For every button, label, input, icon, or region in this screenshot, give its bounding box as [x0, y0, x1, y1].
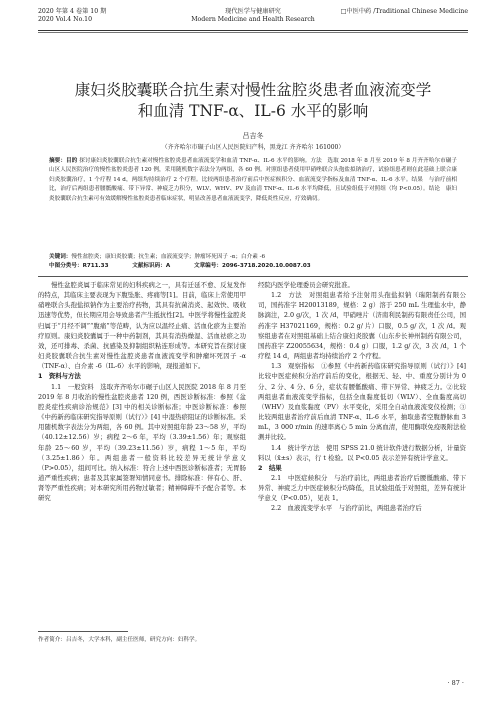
journal-name-cn: 现代医学与健康研究 [225, 8, 281, 15]
body-paragraph: 经院内医学伦理委员会研究批准。 [258, 281, 354, 289]
section-heading: 2 结果 [258, 463, 282, 472]
left-column [38, 280, 246, 503]
keywords [49, 253, 457, 262]
meta-rule [38, 276, 468, 277]
title-line-2: 和血清 TNF-α、IL-6 水平的影响 [137, 102, 369, 120]
clc-value: R711.33 [82, 263, 109, 269]
article-number [194, 262, 311, 271]
body-paragraph: 1.1 一般资料 选取齐齐哈尔市碾子山区人民医院 2018 年 8 月至 2019 年 8 月收治的慢性盆腔炎患者 120 例，西医诊断标准：参照《盆腔炎症性疾病诊治规范》[3] 中的相关诊断标准；中医诊断标准：参照《中药新药临床研究指导原则（试行）》[4] 中湿热瘀阻证的诊断标准。采用随机数字表法分为两组，各 60 例。其中对照组年龄 23～58 岁，平均（40.12±12.56）岁；病程 2～6 年，平均（3.39±1.56）年；观察组年龄 25～60 岁，平均（39.23±11.56）岁，病程 1～5 年，平均（3.25±1.86）年。两组患者一般资料比较差异无统计学意义（P>0.05），组间可比。纳入标准：符合上述中西医诊断标准者；无胃肠道严重性疾病；患者及其家属签署知情同意书。排除标准：伴有心、肝、肾等严重性疾病；对本研究所用药物过敏者；精神障碍不予配合者等。本研究 [38, 382, 246, 503]
art-label: 文章编号： [193, 263, 222, 269]
right-column [258, 280, 466, 514]
section-heading: 1 资料与方法 [38, 372, 81, 381]
header-rule-thin [38, 32, 468, 33]
issue-en: 2020 Vol.4 No.10 [38, 16, 93, 23]
affiliation: （齐齐哈尔市碾子山区人民医院妇产科，黑龙江 齐齐哈尔 161000） [161, 144, 345, 151]
page-number: · 87 · [447, 679, 464, 687]
body-paragraph: 1.4 统计学方法 使用 SPSS 21.0 统计软件进行数据分析，计量资料以（x̄±s）表示，行 t 检验。以 P<0.05 表示差异有统计学意义。 [258, 443, 466, 462]
body-paragraph: 1.3 观察指标 ①参照《中药新药临床研究指导原则（试行）》[4] 比较中医症候积分治疗前后的变化，根据无、轻、中、重度分别计为 0 分、2 分、4 分、6 分，症状有腰骶酸痛、带下异常、神疲乏力。②比较两组患者血液流变学指标，包括全血黏度低切（WLV）、全血黏度高切（WHV）及血浆黏度（PV）水平变化，采用全自动血液流变仪检测；③比较两组患者治疗前后血清 TNF-α、IL-6 水平，抽取患者空腹静脉血 3 mL，3 000 r/min 的速率离心 5 min 分离血清，使用酶联免疫吸附法检测并比较。 [258, 362, 466, 442]
header-rule [38, 30, 468, 31]
abstract-text: 探讨康妇炎胶囊联合抗生素对慢性盆腔炎患者血液流变学和血清 TNF-α、IL-6 水平的影响。方法 选取 2018 年 8 月至 2019 年 8 月齐齐哈尔市碾子山区人民医院治疗的慢性盆腔炎患者 120 例，采用随机数字表法分为两组，各 60 例。对照组患者使用甲硝唑联合头孢盐拟钠治疗，试验组患者则在此基础上联合康妇炎胶囊治疗，1 个疗程 14 d，两组均持续治疗 2 个疗程。比较两组患者治疗前后中医症候积分、血液流变学指标及血清 TNF-α、IL-6 水平。结果 与治疗前相比，治疗后两组患者腰骶酸痛、带下异常、神疲乏力积分，WLV、WHV、PV 及血清 TNF-α、IL-6 水平均降低，且试验组低于对照组（均 P<0.05）。结论 康妇炎胶囊联合抗生素可有效缓解慢性盆腔炎患者临床症状，明显改善患者血液流变学，降低炎性反应，疗效确切。 [49, 158, 458, 202]
journal-name-en: Modern Medicine and Health Research [191, 16, 315, 23]
keywords-text: 慢性盆腔炎；康妇炎胶囊；抗生素；血液流变学；肿瘤坏死因子 -α；白介素 -6 [71, 254, 266, 260]
issue-cn: 2020 年第 4 卷第 10 期 [38, 8, 107, 15]
author: 吕吉冬 [242, 132, 264, 140]
body-paragraph: 2.2 血液流变学水平 与治疗前比，两组患者治疗后 [271, 504, 422, 513]
body-paragraph: 1.2 方法 对照组患者给予注射用头孢盐拟钠（瑞阳制药有限公司，国药准字 H20013189，规格：2 g）溶于 250 mL 生理盐水中，静脉滴注，2.0 g/次，1 次 /d，甲硝唑片（济南利民制药有限责任公司，国药准字 H37021169，规格：0.2 g/ 片）口服，0.5 g/ 次，1 次 /d。观察组患者在对照组基础上结合康妇炎胶囊（山东步长神州制药有限公司，国药准字 Z20055634，规格：0.4 g）口服，1.2 g/ 次，3 次 /d，1 个疗程 14 d，两组患者均持续治疗 2 个疗程。 [258, 291, 466, 361]
art-value: 2096-3718.2020.10.0087.03 [221, 263, 311, 269]
section-label [341, 8, 468, 16]
section-name: □中医中药 /Traditional Chinese Medicine [340, 8, 468, 15]
identifiers [49, 262, 457, 271]
doc-label: 文献标识码： [132, 263, 166, 269]
author-footnote: 作者简介：吕吉冬，大学本科，副主任医师，研究方向：妇科学。 [38, 637, 201, 643]
footnote-rule [38, 631, 128, 632]
abstract [49, 157, 457, 204]
body-paragraph: 2.1 中医症候积分 与治疗前比，两组患者治疗后腰骶酸痛、带下异常、神疲乏力中医症候积分均降低，且试验组低于对照组，差异有统计学意义（P<0.05），见表 1。 [258, 473, 466, 503]
body-paragraph: 慢性盆腔炎属于临床常见的妇科疾病之一，具有迁延不愈、反复发作的特点，其临床主要表现为下腹坠胀、疼痛等[1]。目前，临床上常使用甲硝唑联合头孢盐拟钠作为主要治疗药物，其具有抗菌消炎、起效快、吸收迅速等优势，但长期应用会导致患者产生抵抗性[2]。中医学将慢性盆腔炎归属于“月经不调”“腹痛”等范畴，认为应以温经止痛、活血化瘀为主要治疗原则。康妇炎胶囊属于一种中药制剂，其具有消热燥湿、活血祛瘀之功效，还可排毒、杀菌、抗感染及抑制组织粘连形成等。本研究旨在探讨康妇炎胶囊联合抗生素对慢性盆腔炎患者血液流变学和肿瘤坏死因子 -α（TNF-α）、白介素 -6（IL-6）水平的影响，现报道如下。 [38, 281, 246, 371]
doc-value: A [165, 263, 171, 269]
article-title [38, 80, 468, 122]
title-line-1: 康妇炎胶囊联合抗生素对慢性盆腔炎患者血液流变学 [74, 81, 432, 99]
clc-number [49, 262, 108, 271]
article-meta [49, 253, 457, 271]
keywords-label: 关键词： [49, 254, 72, 260]
clc-label: 中图分类号： [49, 263, 83, 269]
running-header [38, 6, 468, 28]
abstract-label: 摘要：目的 [49, 158, 78, 164]
document-code [132, 262, 170, 271]
